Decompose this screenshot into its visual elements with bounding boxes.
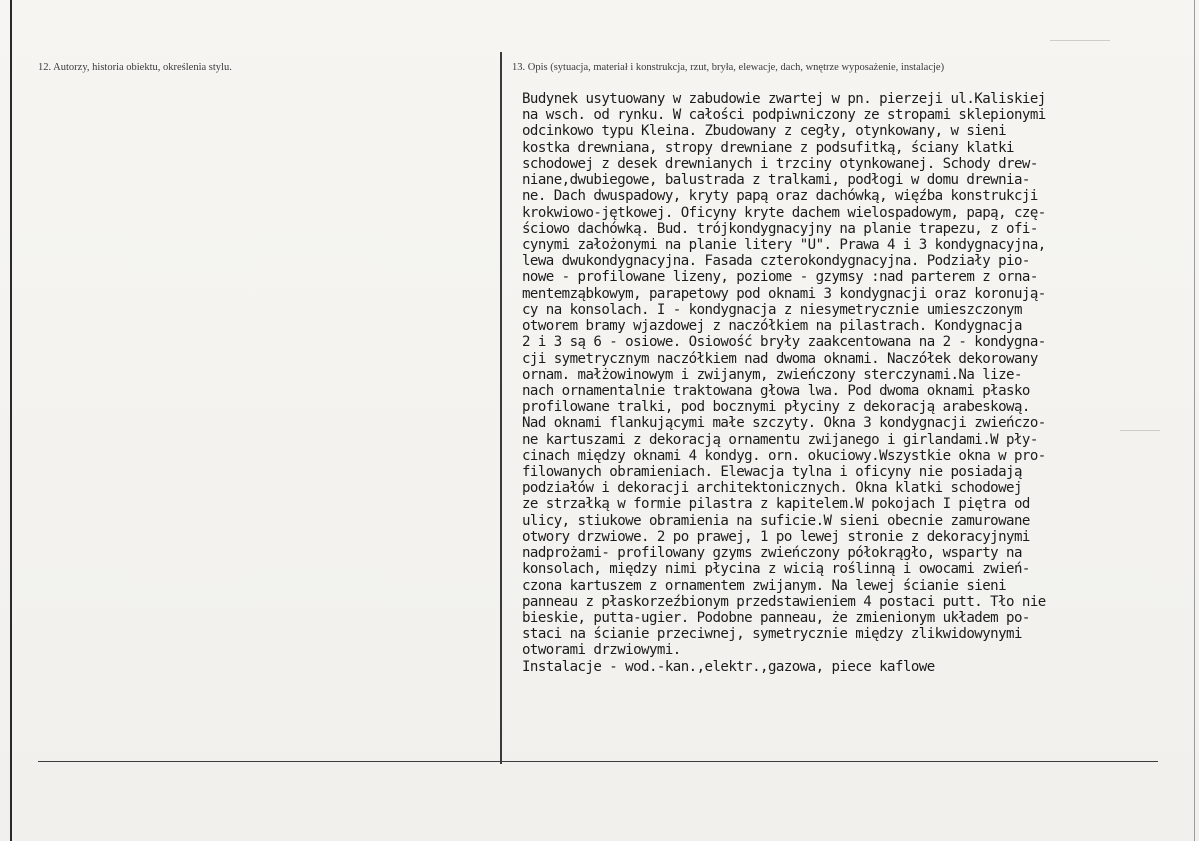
description-line: filowanych obramieniach. Elewacja tylna i oficyny nie posiadają (522, 464, 1022, 481)
description-line: cinach między oknami 4 kondyg. orn. okuciowy.Wszystkie okna w pro- (522, 447, 1046, 464)
description-line: mentemząbkowym, parapetowy pod oknami 3 kondygnacji oraz koronują- (522, 285, 1046, 302)
description-line: Instalacje - wod.-kan.,elektr.,gazowa, piece kaflowe (522, 658, 935, 675)
description-line: ne. Dach dwuspadowy, kryty papą oraz dachówką, więźba konstrukcji (522, 188, 1038, 205)
description-line: cynymi założonymi na planie litery "U". Prawa 4 i 3 kondygnacyjna, (522, 236, 1046, 253)
description-line: ornam. małżowinowym i zwijanym, zwieńczony sterczynami.Na lize- (522, 366, 1022, 383)
left-column-header: 12. Autorzy, historia obiektu, określenia stylu. (38, 62, 232, 73)
description-line: odcinkowo typu Kleina. Zbudowany z cegły, otynkowany, w sieni (522, 123, 1007, 140)
description-line: staci na ścianie przeciwnej, symetrycznie między zlikwidowynymi (522, 626, 1022, 643)
description-line: nadprożami- profilowany gzyms zwieńczony półokrągło, wsparty na (522, 545, 1022, 562)
description-line: czona kartuszem z ornamentem zwijanym. Na lewej ścianie sieni (522, 577, 1007, 594)
description-line: na wsch. od rynku. W całości podpiwniczony ze stropami sklepionymi (522, 107, 1046, 124)
description-line: konsolach, między nimi płycina z wicią roślinną i owocami zwień- (522, 561, 1030, 578)
description-line: krokwiowo-jętkowej. Oficyny kryte dachem wielospadowym, papą, czę- (522, 204, 1046, 221)
description-line: cji symetrycznym naczółkiem nad dwoma oknami. Naczółek dekorowany (522, 350, 1038, 367)
description-line: 2 i 3 są 6 - osiowe. Osiowość bryły zaakcentowana na 2 - kondygna- (522, 334, 1046, 351)
faint-mark (1120, 430, 1160, 431)
description-line: lewa dwukondygnacyjna. Fasada czterokondygnacyjna. Podziały pio- (522, 253, 1030, 270)
left-edge-line (10, 0, 12, 841)
faint-mark (1050, 40, 1110, 41)
description-line: Nad oknami flankującymi małe szczyty. Okna 3 kondygnacji zwieńczo- (522, 415, 1046, 432)
description-line: panneau z płaskorzeźbionym przedstawieniem 4 postaci putt. Tło nie (522, 593, 1046, 610)
description-line: ze strzałką w formie pilastra z kapitelem.W pokojach I piętra od (522, 496, 1030, 513)
column-divider (500, 52, 502, 764)
description-line: bieskie, putta-ugier. Podobne panneau, że zmienionym układem po- (522, 610, 1030, 626)
description-line: podziałów i dekoracji architektonicznych. Okna klatki schodowej (522, 480, 1022, 497)
description-line: otworami drzwiowymi. (522, 642, 681, 659)
description-line: nach ornamentalnie traktowana głowa lwa. Pod dwoma oknami płasko (522, 382, 1030, 399)
description-line: otworem bramy wjazdowej z naczółkiem na pilastrach. Kondygnacja (522, 318, 1022, 335)
bottom-rule (38, 761, 1158, 762)
description-line: Budynek usytuowany w zabudowie zwartej w pn. pierzeji ul.Kaliskiej (522, 91, 1046, 107)
right-column-header: 13. Opis (sytuacja, materiał i konstrukcja, rzut, bryła, elewacje, dach, wnętrze wyposażenie, instalacje) (512, 62, 945, 73)
description-line: ściowo dachówką. Bud. trójkondygnacyjny na planie trapezu, z ofi- (522, 220, 1038, 237)
description-line: kostka drewniana, stropy drewniane z podsufitką, ściany klatki (522, 139, 1014, 156)
description-line: niane,dwubiegowe, balustrada z tralkami, podłogi w domu drewnia- (522, 172, 1030, 189)
description-line: ulicy, stiukowe obramienia na suficie.W sieni obecnie zamurowane (522, 512, 1030, 529)
description-line: otwory drzwiowe. 2 po prawej, 1 po lewej stronie z dekoracyjnymi (522, 528, 1030, 545)
description-line: ne kartuszami z dekoracją ornamentu zwijanego i girlandami.W pły- (522, 431, 1038, 448)
description-line: nowe - profilowane lizeny, poziome - gzymsy :nad parterem z orna- (522, 269, 1038, 286)
description-line: schodowej z desek drewnianych i trzciny otynkowanej. Schody drew- (522, 155, 1038, 172)
description-text (522, 91, 1182, 675)
right-edge-line (1194, 0, 1195, 841)
description-line: profilowane tralki, pod bocznymi płyciny z dekoracją arabeskową. (522, 399, 1030, 416)
description-line: cy na konsolach. I - kondygnacja z niesymetrycznie umieszczonym (522, 301, 1022, 318)
